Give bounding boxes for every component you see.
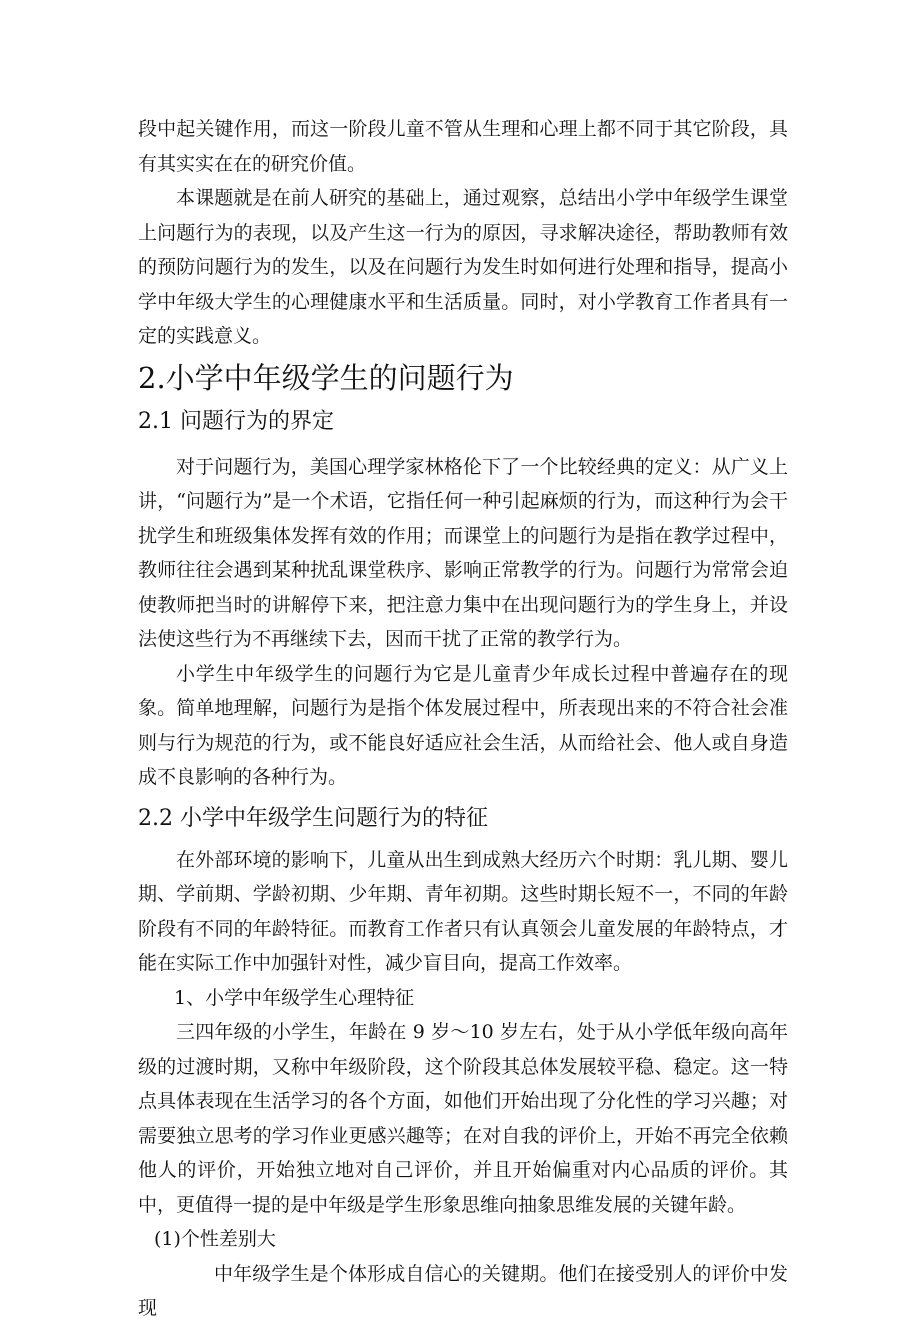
section-2-heading: 2.小学中年级学生的问题行为 [138,360,514,395]
paragraph-definition: 对于问题行为，美国心理学家林格伦下了一个比较经典的定义：从广义上讲，“问题行为”是一个术语，它指任何一种引起麻烦的行为，而这种行为会干扰学生和班级集体发挥有效的作用；而课堂上的问题行为是指在教学过程中，教师往往会遇到某种扰乱课堂秩序、影响正常教学的行为。问题行为常常会迫使教师把当时的讲解停下来，把注意力集中在出现问题行为的学生身上，并设法使这些行为不再继续下去，因而干扰了正常的教学行为。 [138,455,788,650]
subheading-personality-difference: (1)个性差别大 [154,1228,276,1250]
paragraph-research-purpose: 本课题就是在前人研究的基础上，通过观察，总结出小学中年级学生课堂上问题行为的表现，以及产生这一行为的原因，寻求解决途径，帮助教师有效的预防问题行为的发生，以及在问题行为发生时如何进行处理和指导，提高小学中年级大学生的心理健康水平和生活质量。同时，对小学教育工作者具有一定的实践意义。 [138,187,788,347]
paragraph-grade-three-four: 三四年级的小学生，年龄在 9 岁～10 岁左右，处于从小学低年级向高年级的过渡时期，又称中年级阶段，这个阶段其总体发展较平稳、稳定。这一特点具体表现在生活学习的各个方面，如他们开始出现了分化性的学习兴趣；对需要独立思考的学习作业更感兴趣等；在对自我的评价上，开始不再完全依赖他人的评价，开始独立地对自己评价，并且开始偏重对内心品质的评价。其中，更值得一提的是中年级是学生形象思维向抽象思维发展的关键年龄。 [138,1021,788,1216]
paragraph-confidence: 中年级学生是个体形成自信心的关键期。他们在接受别人的评价中发现 [138,1262,788,1319]
paragraph-common-phenomenon: 小学生中年级学生的问题行为它是儿童青少年成长过程中普遍存在的现象。简单地理解，问题行为是指个体发展过程中，所表现出来的不符合社会准则与行为规范的行为，或不能良好适应社会生活，从而给社会、他人或自身造成不良影响的各种行为。 [138,662,788,788]
subheading-psychological-features: 1、小学中年级学生心理特征 [174,986,415,1009]
paragraph-development-periods: 在外部环境的影响下，儿童从出生到成熟大经历六个时期：乳儿期、婴儿期、学前期、学龄初期、少年期、青年初期。这些时期长短不一，不同的年龄阶段有不同的年龄特征。而教育工作者只有认真领会儿童发展的年龄特点，才能在实际工作中加强针对性，减少盲目向，提高工作效率。 [138,848,788,974]
section-2-2-heading: 2.2 小学中年级学生问题行为的特征 [138,805,488,831]
paragraph-continuation: 段中起关键作用，而这一阶段儿童不管从生理和心理上都不同于其它阶段，具有其实实在在的研究价值。 [138,118,788,175]
document-content [138,112,788,1326]
section-2-1-heading: 2.1 问题行为的界定 [138,408,334,434]
